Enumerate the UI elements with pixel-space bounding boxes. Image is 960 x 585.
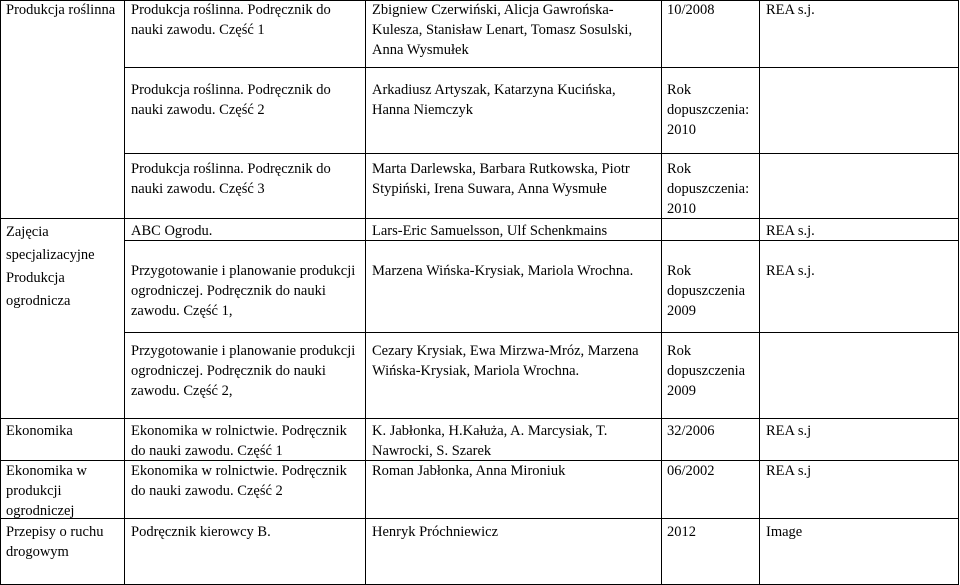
publisher-cell: REA s.j bbox=[766, 463, 812, 479]
title-cell: Przygotowanie i planowanie produkcji ogrodniczej. Podręcznik do nauki zawodu. Część 1, bbox=[131, 263, 356, 319]
authors-cell: Cezary Krysiak, Ewa Mirzwa-Mróz, Marzena Wińska-Krysiak, Mariola Wrochna. bbox=[372, 343, 639, 379]
column-divider bbox=[0, 0, 1, 585]
authors-cell: K. Jabłonka, H.Kałuża, A. Marcysiak, T. Nawrocki, S. Szarek bbox=[372, 423, 608, 459]
publisher-cell: REA s.j bbox=[766, 423, 812, 439]
subject-cell: Ekonomika w produkcji ogrodniczej bbox=[6, 463, 87, 519]
authors-cell: Marta Darlewska, Barbara Rutkowska, Piotr Stypiński, Irena Suwara, Anna Wysmułe bbox=[372, 161, 630, 197]
publisher-cell: Image bbox=[766, 524, 803, 540]
year-cell: 06/2002 bbox=[667, 463, 715, 479]
row-divider bbox=[0, 218, 959, 219]
authors-cell: Lars-Eric Samuelsson, Ulf Schenkmains bbox=[372, 223, 608, 239]
authors-cell: Marzena Wińska-Krysiak, Mariola Wrochna. bbox=[372, 263, 634, 279]
row-divider bbox=[0, 518, 959, 519]
title-cell: Produkcja roślinna. Podręcznik do nauki zawodu. Część 3 bbox=[131, 161, 331, 197]
year-cell: 10/2008 bbox=[667, 2, 715, 18]
year-cell: 32/2006 bbox=[667, 423, 715, 439]
title-cell: Ekonomika w rolnictwie. Podręcznik do nauki zawodu. Część 1 bbox=[131, 423, 347, 459]
column-divider bbox=[661, 0, 662, 585]
year-cell: Rok dopuszczenia 2009 bbox=[667, 343, 746, 399]
authors-cell: Roman Jabłonka, Anna Mironiuk bbox=[372, 463, 566, 479]
column-divider bbox=[365, 0, 366, 585]
year-cell: Rok dopuszczenia 2009 bbox=[667, 263, 746, 319]
row-divider bbox=[124, 153, 959, 154]
year-cell: Rok dopuszczenia: 2010 bbox=[667, 82, 750, 138]
authors-cell: Henryk Próchniewicz bbox=[372, 524, 499, 540]
year-cell: 2012 bbox=[667, 524, 696, 540]
publisher-cell: REA s.j. bbox=[766, 263, 815, 279]
publisher-cell: REA s.j. bbox=[766, 223, 815, 239]
title-cell: Przygotowanie i planowanie produkcji ogrodniczej. Podręcznik do nauki zawodu. Część 2, bbox=[131, 343, 356, 399]
row-divider bbox=[124, 67, 959, 68]
row-divider bbox=[0, 418, 959, 419]
subject-cell: Przepisy o ruchu drogowym bbox=[6, 524, 104, 560]
column-divider bbox=[958, 0, 959, 585]
subject-cell: Produkcja roślinna bbox=[6, 2, 116, 18]
title-cell: Podręcznik kierowcy B. bbox=[131, 524, 271, 540]
row-divider bbox=[124, 332, 959, 333]
title-cell: ABC Ogrodu. bbox=[131, 223, 213, 239]
title-cell: Ekonomika w rolnictwie. Podręcznik do nauki zawodu. Część 2 bbox=[131, 463, 347, 499]
title-cell: Produkcja roślinna. Podręcznik do nauki zawodu. Część 2 bbox=[131, 82, 331, 118]
authors-cell: Zbigniew Czerwiński, Alicja Gawrońska-Kulesza, Stanisław Lenart, Tomasz Sosulski, Anna Wysmułek bbox=[372, 2, 633, 58]
subject-cell: Ekonomika bbox=[6, 423, 73, 439]
publisher-cell: REA s.j. bbox=[766, 2, 815, 18]
title-cell: Produkcja roślinna. Podręcznik do nauki zawodu. Część 1 bbox=[131, 2, 331, 38]
subject-cell: Zajęcia specjalizacyjne Produkcja ogrodnicza bbox=[6, 224, 95, 309]
year-cell: Rok dopuszczenia: 2010 bbox=[667, 161, 750, 217]
authors-cell: Arkadiusz Artyszak, Katarzyna Kucińska, Hanna Niemczyk bbox=[372, 82, 616, 118]
column-divider bbox=[124, 0, 125, 585]
